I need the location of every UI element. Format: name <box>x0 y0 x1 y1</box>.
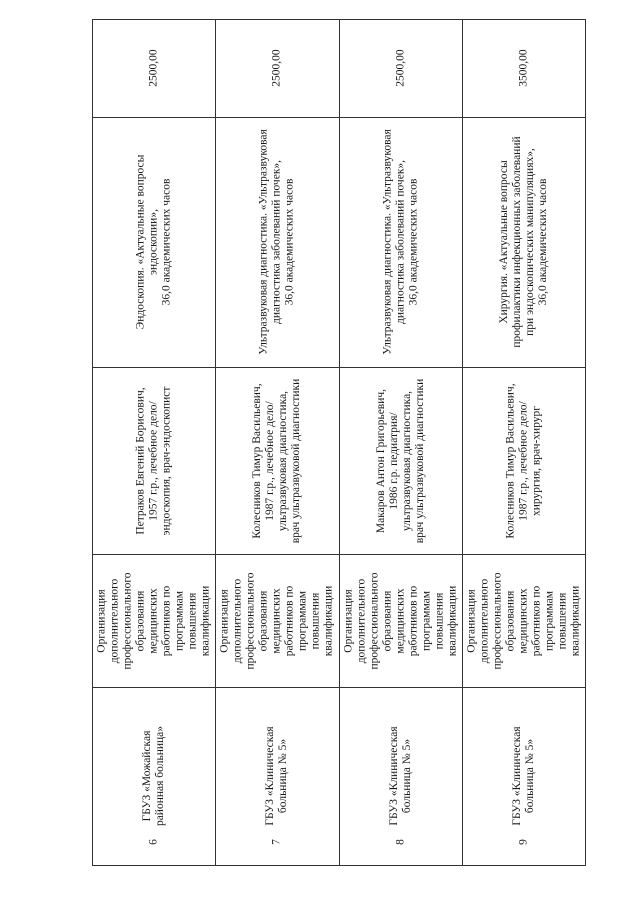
type-line: профессионального <box>491 571 503 670</box>
program-line: диагностика заболеваний почек», <box>270 159 283 325</box>
row-7-price-cell <box>215 19 339 117</box>
person-line: врач ультразвуковой диагностики <box>413 378 426 543</box>
row-8-program-cell <box>339 117 462 367</box>
type-line: работников по <box>283 585 296 656</box>
program-line: эндоскопии», <box>147 209 159 275</box>
person-line: 1957 г.р., лечебное дело/ <box>147 400 159 521</box>
person-line: 1987 г.р., лечебное дело/ <box>264 400 276 521</box>
price: 2500,00 <box>394 49 406 87</box>
row-7-program-cell <box>215 117 339 367</box>
program-line: 36,0 академических часов <box>407 178 419 306</box>
type-line: Организация <box>218 588 231 653</box>
row-9-price-cell <box>462 19 585 117</box>
type-line: работников по <box>530 585 542 656</box>
program-line: Эндоскопия. «Актуальные вопросы <box>134 154 146 330</box>
institution-line: ГБУЗ «Клиническая <box>387 726 400 826</box>
row-7-person-cell <box>215 367 339 554</box>
row-6-program-cell <box>92 117 215 367</box>
program-line: 36,0 академических часов <box>283 178 296 306</box>
program-line: Ультразвуковая диагностика. «Ультразвуковая <box>381 129 393 355</box>
row-number: 7 <box>270 839 283 845</box>
program-line: Хирургия. «Актуальные вопросы <box>497 160 510 324</box>
person-line: хирургия, врач-хирург <box>530 405 542 516</box>
type-line: квалификации <box>322 585 335 656</box>
row-7-number-cell <box>215 819 339 865</box>
type-line: медицинских <box>394 587 406 654</box>
row-9-number-cell <box>462 819 585 865</box>
row-8-price-cell <box>339 19 462 117</box>
institution-line: больница № 5» <box>277 738 289 814</box>
row-number: 9 <box>517 839 529 845</box>
institution-line: больница № 5» <box>523 738 536 814</box>
type-line: повышения <box>556 592 568 649</box>
person-line: врач ультразвуковой диагностики <box>290 378 302 543</box>
row-6-person-cell <box>92 367 215 554</box>
type-line: работников по <box>407 585 419 656</box>
person-line: Колесников Тимур Васильевич, <box>504 382 516 539</box>
table-border-right <box>585 19 586 866</box>
row-6-type-cell <box>92 554 215 687</box>
type-line: образования <box>257 590 270 651</box>
type-line: медицинских <box>147 587 159 654</box>
person-line: 1987 г.р., лечебное дело/ <box>517 400 529 521</box>
type-line: медицинских <box>270 587 283 654</box>
row-9-person-cell <box>462 367 585 554</box>
program-line: Ультразвуковая диагностика. «Ультразвуковая <box>257 129 270 355</box>
program-line: диагностика заболеваний почек», <box>394 159 406 325</box>
person-line: ультразвуковая диагностика, <box>400 390 413 531</box>
program-line: 36,0 академических часов <box>536 178 549 306</box>
institution-line: ГБУЗ «Клиническая <box>264 726 276 826</box>
row-6-number-cell <box>92 819 215 865</box>
type-line: образования <box>134 590 146 651</box>
type-line: программам <box>543 590 555 651</box>
type-line: программам <box>173 590 185 651</box>
institution-line: ГБУЗ «Можайская <box>140 730 153 822</box>
type-line: дополнительного <box>108 578 120 663</box>
type-line: программам <box>296 590 309 651</box>
row-number: 8 <box>394 839 406 845</box>
type-line: квалификации <box>199 585 211 656</box>
program-line: при эндоскопических манипуляциях», <box>523 148 536 336</box>
institution-line: районная больница» <box>153 725 166 827</box>
row-6-price-cell <box>92 19 215 117</box>
row-8-number-cell <box>339 819 462 865</box>
type-line: квалификации <box>446 585 458 656</box>
program-line: профилактики инфекционных заболеваний <box>510 136 523 348</box>
type-line: программам <box>420 590 432 651</box>
institution-line: больница № 5» <box>400 738 413 814</box>
row-9-type-cell <box>462 554 585 687</box>
row-9-program-cell <box>462 117 585 367</box>
row-8-person-cell <box>339 367 462 554</box>
person-line: ультразвуковая диагностика, <box>277 390 289 531</box>
type-line: дополнительного <box>231 578 244 663</box>
person-line: Колесников Тимур Васильевич, <box>251 382 263 539</box>
type-line: образования <box>381 590 393 651</box>
price: 2500,00 <box>270 49 283 87</box>
row-8-type-cell <box>339 554 462 687</box>
person-line: Макаров Антон Григорьевич, <box>374 388 387 533</box>
type-line: квалификации <box>569 585 581 656</box>
type-line: работников по <box>160 585 172 656</box>
type-line: профессионального <box>244 571 257 670</box>
program-line: 36,0 академических часов <box>160 178 172 306</box>
rotated-table <box>92 19 586 866</box>
type-line: Организация <box>95 588 107 653</box>
type-line: повышения <box>433 592 445 649</box>
person-line: Петраков Евгений Борисович, <box>134 386 146 535</box>
price: 2500,00 <box>147 49 159 87</box>
type-line: профессионального <box>368 571 380 670</box>
row-7-type-cell <box>215 554 339 687</box>
type-line: повышения <box>309 592 322 649</box>
type-line: Организация <box>465 588 477 653</box>
type-line: медицинских <box>517 587 529 654</box>
type-line: Организация <box>342 588 354 653</box>
person-line: эндоскопия, врач-эндоскопист <box>160 386 172 535</box>
type-line: дополнительного <box>478 578 490 663</box>
row-number: 6 <box>147 839 159 845</box>
price: 3500,00 <box>517 49 529 87</box>
type-line: образования <box>504 590 516 651</box>
type-line: дополнительного <box>355 578 367 663</box>
institution-line: ГБУЗ «Клиническая <box>510 726 523 826</box>
person-line: 1986 г.р. педиатрия/ <box>387 411 400 510</box>
type-line: профессионального <box>121 571 133 670</box>
type-line: повышения <box>186 592 198 649</box>
